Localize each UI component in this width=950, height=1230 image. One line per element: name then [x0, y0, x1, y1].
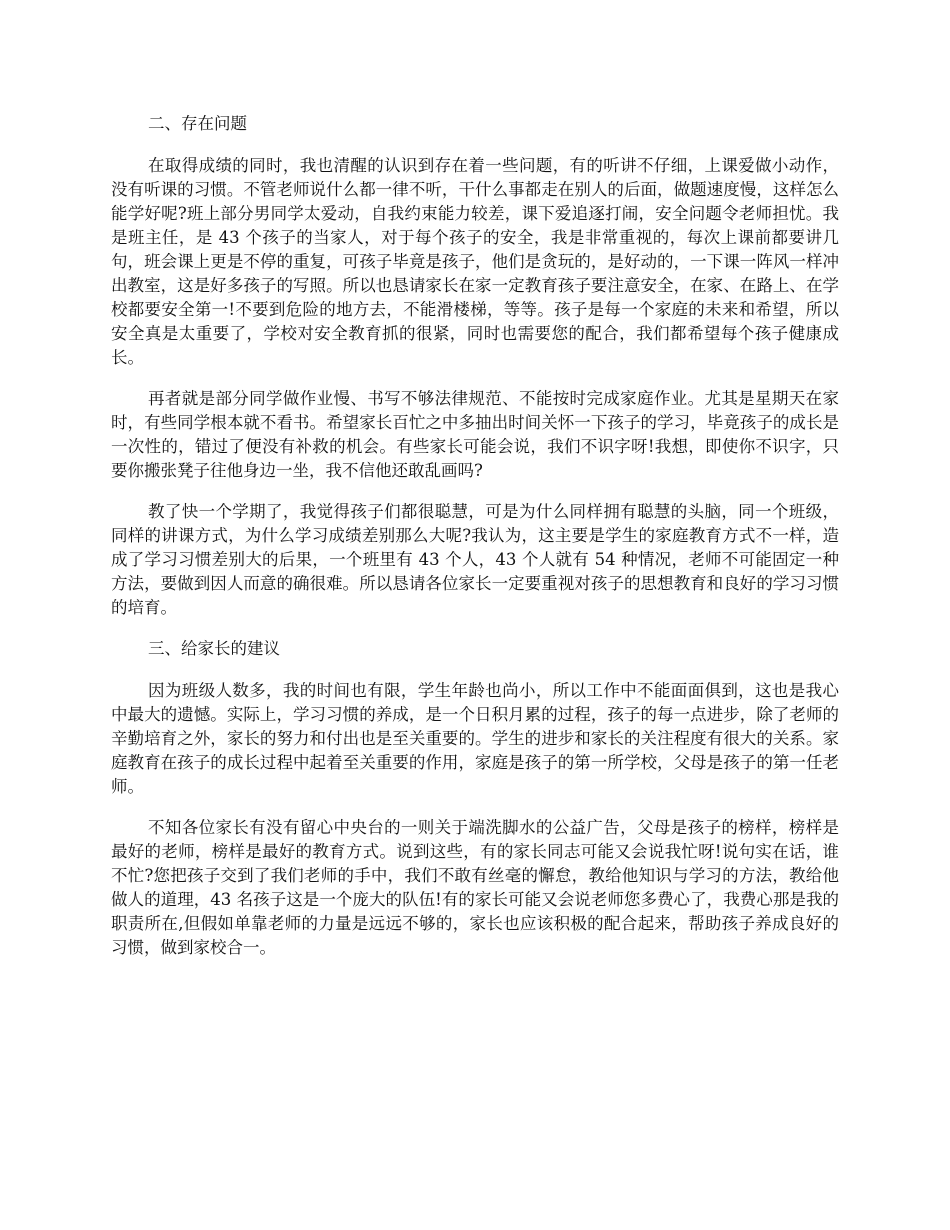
section-heading-suggestions: 三、给家长的建议 — [148, 639, 280, 658]
section-heading-problems: 二、存在问题 — [148, 114, 247, 133]
paragraph-role-model: 不知各位家长有没有留心中央台的一则关于端洗脚水的公益广告，父母是孩子的榜样，榜样是最好的老师，榜样是最好的教育方式。说到这些，有的家长同志可能又会说我忙呀!说句实在话，谁不忙?您把孩子交到了我们老师的手中，我们不敢有丝毫的懈怠，教给他知识与学习的方法，教给他做人的道理，43 名孩子这是一个庞大的队伍!有的家长可能又会说老师您多费心了，我费心那是我的职责所在,但假如单靠老师的力量是远远不够的，家长也应该积极的配合起来，帮助孩子养成良好的习惯，做到家校合一。 — [111, 818, 839, 957]
paragraph-listening-safety: 在取得成绩的同时，我也清醒的认识到存在着一些问题，有的听讲不仔细，上课爱做小动作，没有听课的习惯。不管老师说什么都一律不听，干什么事都走在别人的后面，做题速度慢，这样怎么能学好呢?班上部分男同学太爱动，自我约束能力较差，课下爱追逐打闹，安全问题令老师担忧。我是班主任，是 43 个孩子的当家人，对于每个孩子的安全，我是非常重视的，每次上课前都要讲几句，班会课上更是不停的重复，可孩子毕竟是孩子，他们是贪玩的，是好动的，一下课一阵风一样冲出教室，这是好多孩子的写照。所以也恳请家长在家一定教育孩子要注意安全，在家、在路上、在学校都要安全第一!不要到危险的地方去，不能滑楼梯，等等。孩子是每一个家庭的未来和希望，所以安全真是太重要了，学校对安全教育抓的很紧，同时也需要您的配合，我们都希望每个孩子健康成长。 — [111, 156, 839, 367]
paragraph-learning-habits: 教了快一个学期了，我觉得孩子们都很聪慧，可是为什么同样拥有聪慧的头脑，同一个班级，同样的讲课方式，为什么学习成绩差别那么大呢?我认为，这主要是学生的家庭教育方式不一样，造成了学习习惯差别大的后果，一个班里有 43 个人，43 个人就有 54 种情况，老师不可能固定一种方法，要做到因人而意的确很难。所以恳请各位家长一定要重视对孩子的思想教育和良好的学习习惯的培育。 — [111, 502, 839, 617]
paragraph-family-education: 因为班级人数多，我的时间也有限，学生年龄也尚小，所以工作中不能面面俱到，这也是我心中最大的遗憾。实际上，学习习惯的养成，是一个日积月累的过程，孩子的每一点进步，除了老师的辛勤培育之外，家长的努力和付出也是至关重要的。学生的进步和家长的关注程度有很大的关系。家庭教育在孩子的成长过程中起着至关重要的作用，家庭是孩子的第一所学校，父母是孩子的第一任老师。 — [111, 681, 839, 796]
paragraph-homework: 再者就是部分同学做作业慢、书写不够法律规范、不能按时完成家庭作业。尤其是星期天在家时，有些同学根本就不看书。希望家长百忙之中多抽出时间关怀一下孩子的学习，毕竟孩子的成长是一次性的，错过了便没有补救的机会。有些家长可能会说，我们不识字呀!我想，即使你不识字，只要你搬张凳子往他身边一坐，我不信他还敢乱画吗? — [111, 389, 839, 480]
